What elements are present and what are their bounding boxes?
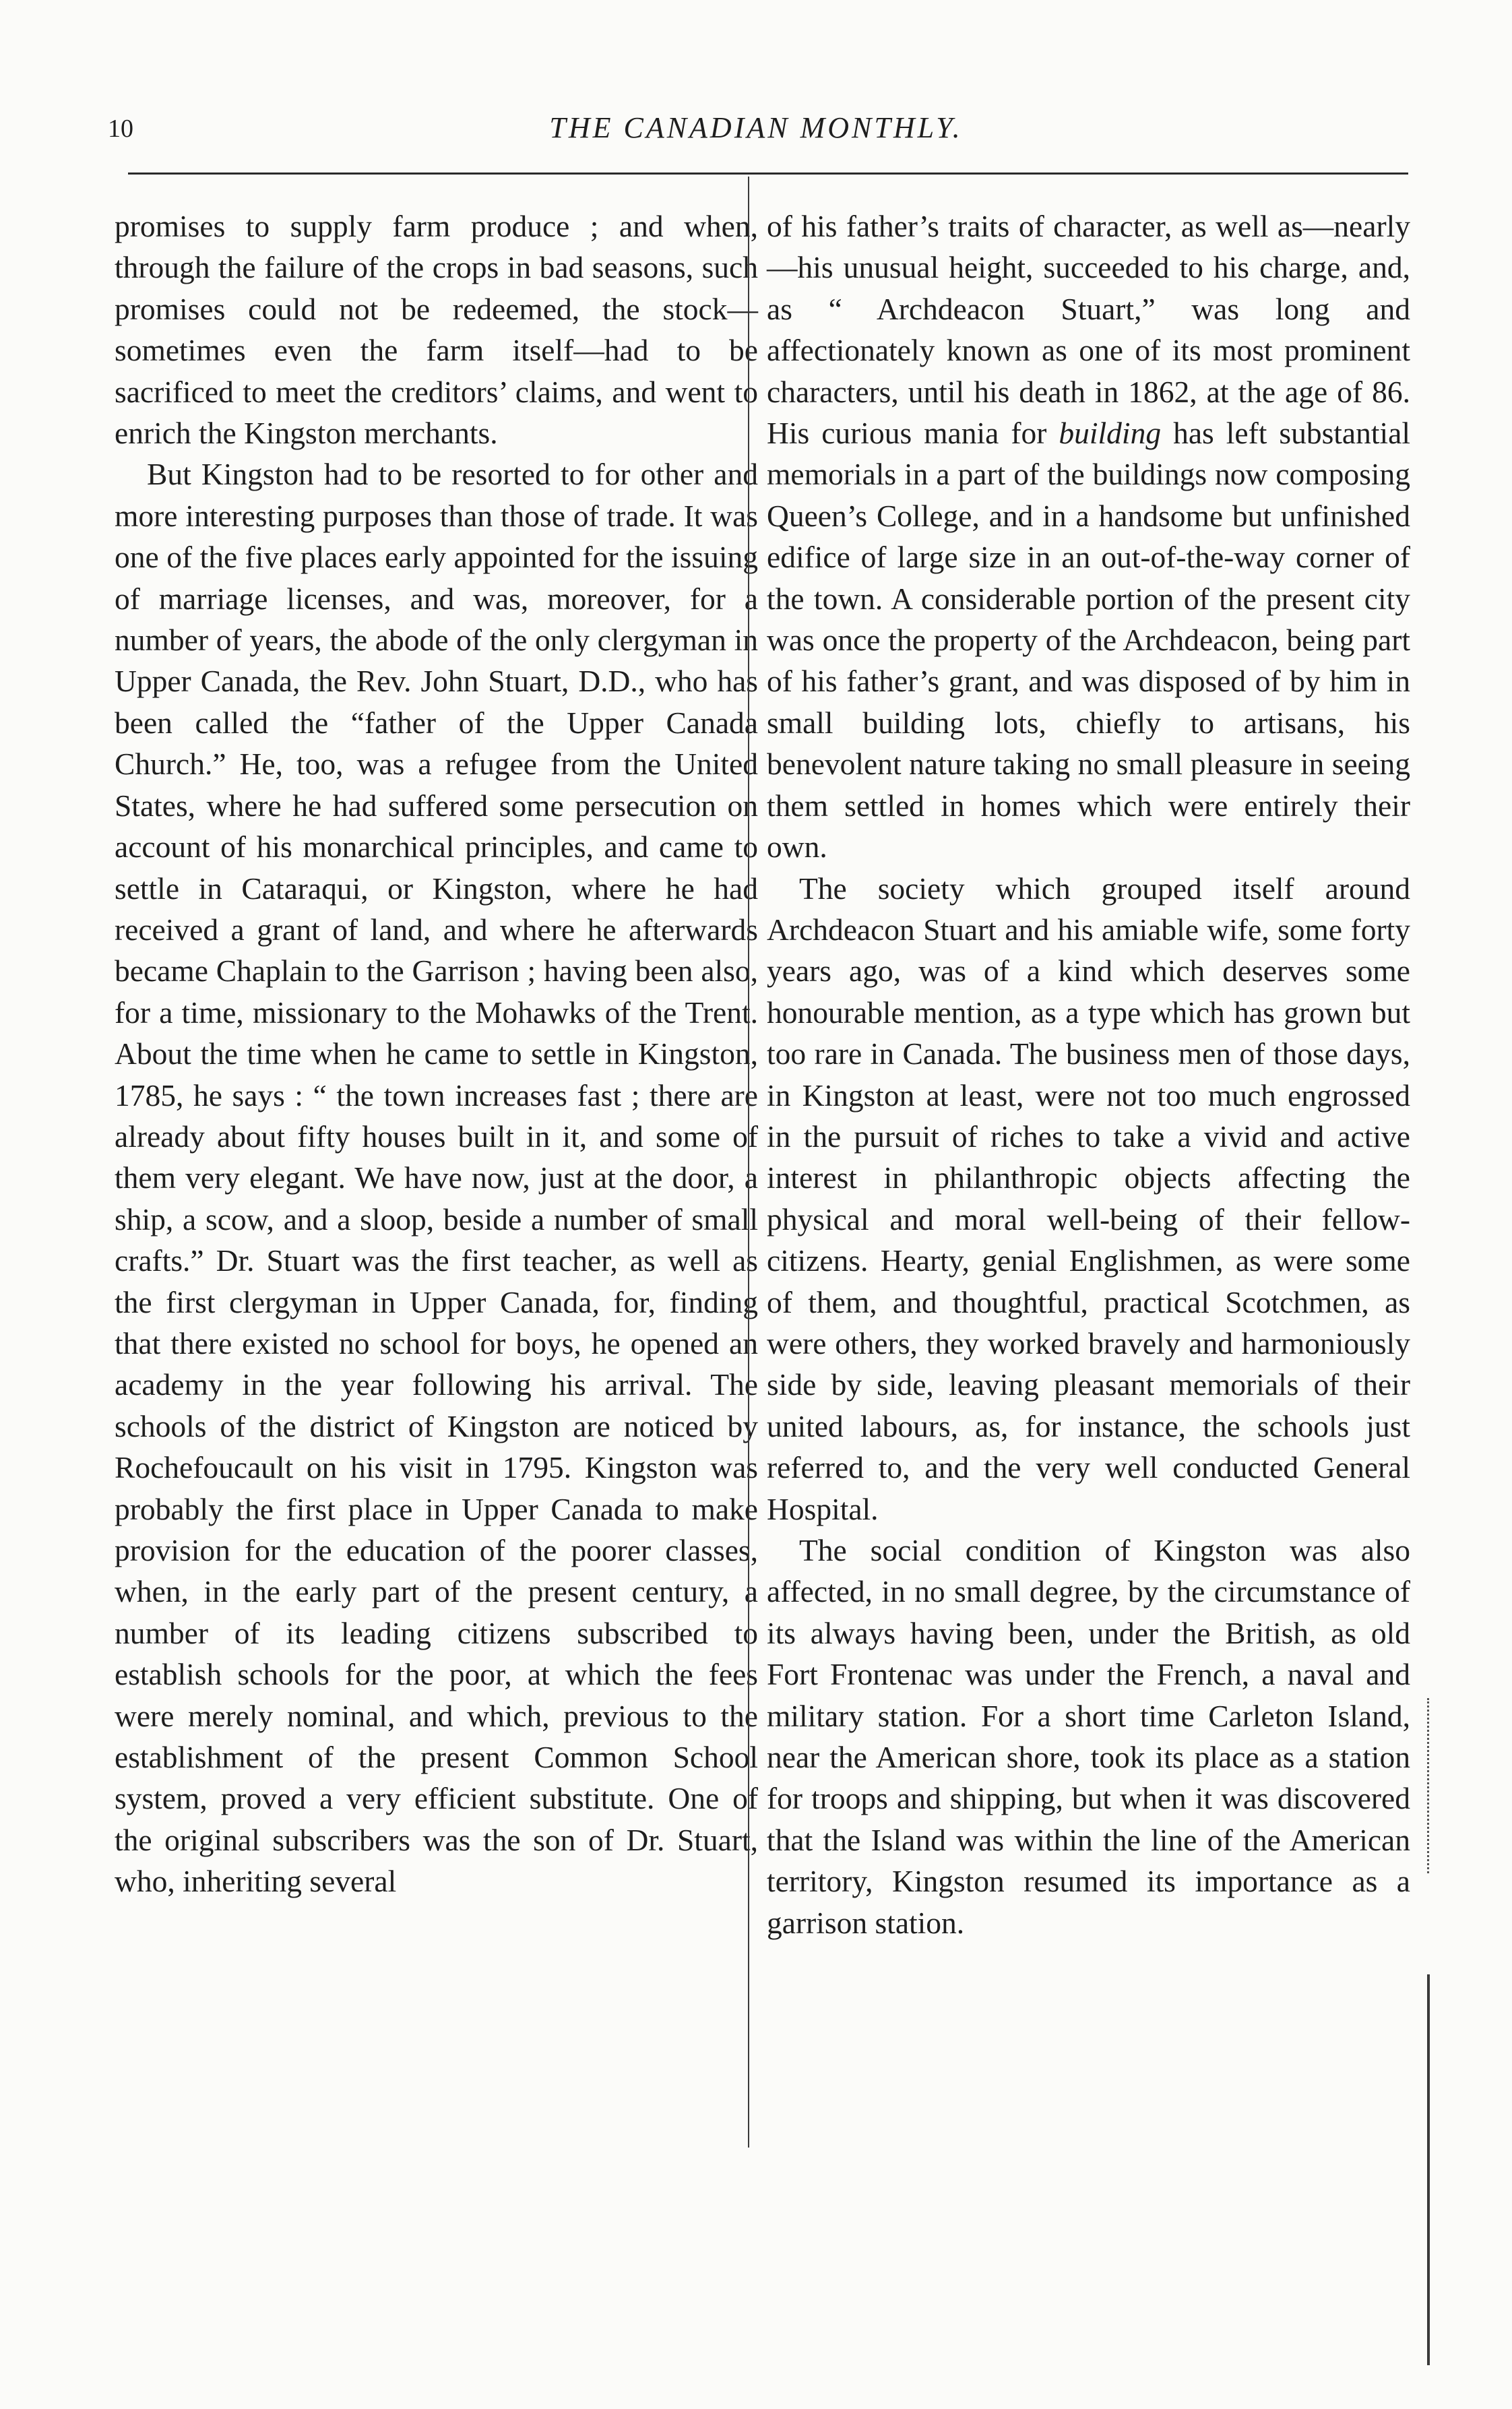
right-paragraph-3: The social condition of Kingston was also affected, in no small degree, by the circumstance of its always having been, under the British, as old Fort Frontenac was under the French, a naval and military station. For a short time Carleton Island, near the American shore, took its place as a station for troops and shipping, but when it was discovered that the Island was within the line of the American territory, Kingston resumed its importance as a garrison station. [767,1533,1410,1940]
right-paragraph-1 [767,206,1410,868]
right-paragraph-2: The society which grouped itself around Archdeacon Stuart and his amiable wife, some forty years ago, was of a kind which deserves some honourable mention, as a type which has grown but too rare in Canada. The business men of those days, in Kingston at least, were not too much engrossed in the pursuit of riches to take a vivid and active interest in philanthropic objects affecting the physical and moral well-being of their fellow-citizens. Hearty, genial Englishmen, as were some of them, and thoughtful, practical Scotchmen, as were others, they worked bravely and harmoniously side by side, leaving pleasant memorials of their united labours, as, for instance, the schools just referred to, and the very well conducted General Hospital. [767,871,1410,1526]
page-number: 10 [108,115,133,143]
left-paragraph-2: But Kingston had to be resorted to for other and more interesting purposes than those of trade. It was one of the five places early appointed for the issuing of marriage licenses, and was, moreover, for a number of years, the abode of the only clergyman in Upper Canada, the Rev. John Stuart, D.D., who has been called the “father of the Upper Canada Church.” He, too, was a refugee from the United States, where he had suffered some persecution on account of his monarchical principles, and came to settle in Cataraqui, or Kingston, where he had received a grant of land, and where he afterwards became Chaplain to the Garrison ; having been also, for a time, missionary to the Mohawks of the Trent. About the time when he came to settle in Kingston, 1785, he says : “ the town increases fast ; there are already about fifty houses built in it, and some of them very elegant. We have now, just at the door, a ship, a scow, and a sloop, beside a number of small crafts.” Dr. Stuart was the first teacher, as well as the first clergyman in Upper Canada, for, finding that there existed no school for boys, he opened an academy in the year following his arrival. The schools of the district of Kingston are noticed by Rochefoucault on his visit in 1795. Kingston was probably the first place in Upper Canada to make provision for the education of the poorer classes, when, in the early part of the present century, a number of its leading citizens subscribed to establish schools for the poor, at which the fees were merely nominal, and which, previous to the establishment of the present Common School system, proved a very efficient substitute. One of the original subscribers was the son of Dr. Stuart, who, inheriting several [115,457,758,1899]
scan-edge-mark [1427,1698,1429,1873]
right-paragraph-1-start: of his father’s traits of character, as well as—nearly—his unusual height, succeeded to his charge, and, as “ Archdeacon Stuart,” was long and affectionately known as one of its most prominent characters, until his death in 1862, at the age of 86. His curious mania for [767,209,1410,451]
left-paragraph-1: promises to supply farm produce ; and when, through the failure of the crops in bad seasons, such promises could not be redeemed, the stock—sometimes even the farm itself—had to be sacrificed to meet the creditors’ claims, and went to enrich the Kingston merchants. [115,209,758,451]
right-column [767,206,1410,1943]
left-column [115,206,758,1902]
italic-word-building: building [1059,416,1162,451]
right-paragraph-1-end: has left substantial memorials in a part of the buildings now composing Queen’s College, and in a handsome but unfinished edifice of large size in an out-of-the-way corner of the town. A considerable portion of the present city was once the property of the Archdeacon, being part of his father’s grant, and was disposed of by him in small building lots, chiefly to artisans, his benevolent nature taking no small pleasure in seeing them settled in homes which were entirely their own. [767,416,1410,865]
column-divider [748,177,749,2148]
header-rule [128,173,1408,175]
running-head: THE CANADIAN MONTHLY. [549,111,963,144]
scan-edge-mark [1427,1974,1430,2365]
